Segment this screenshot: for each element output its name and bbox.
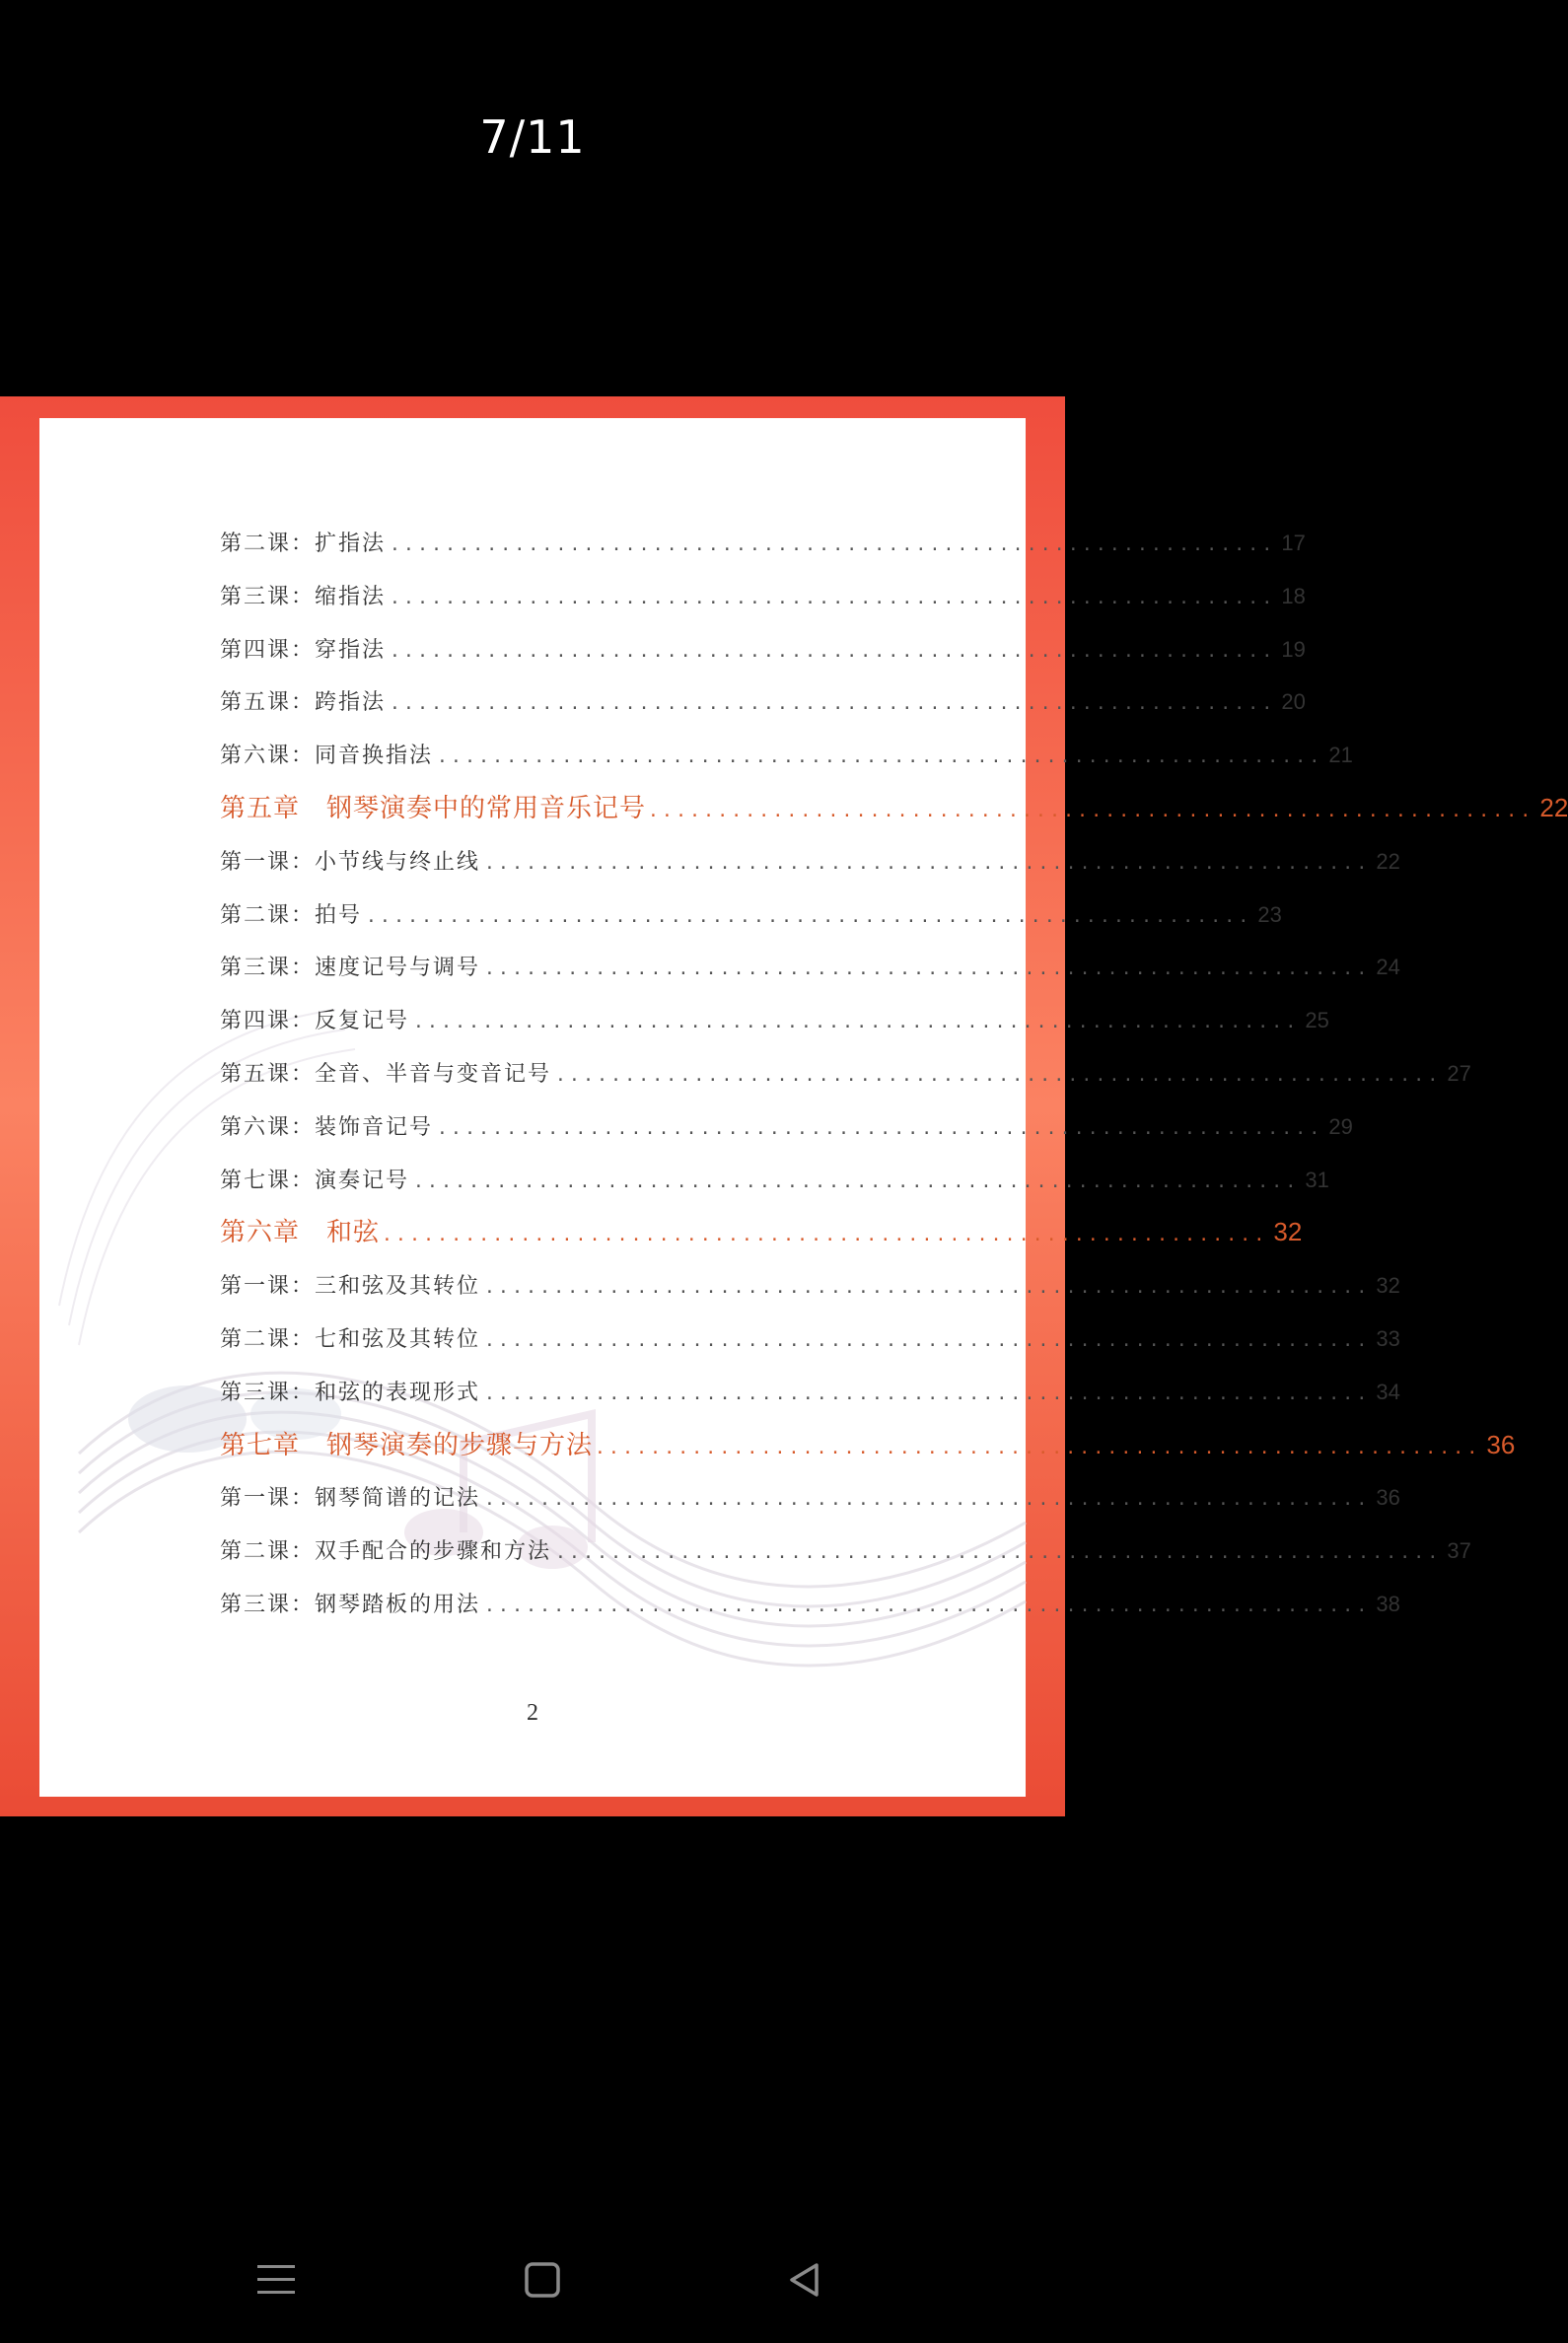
toc-page: 23 <box>1257 901 1282 927</box>
toc-chapter-title: 第五章 钢琴演奏中的常用音乐记号 <box>220 793 647 823</box>
triangle-back-icon <box>784 2260 823 2300</box>
toc-title: 第四课：穿指法 <box>220 637 387 663</box>
toc-title: 第三课：钢琴踏板的用法 <box>220 1592 481 1617</box>
toc-page: 29 <box>1328 1113 1353 1139</box>
toc-title: 第四课：反复记号 <box>220 1009 410 1034</box>
toc-title: 第三课：缩指法 <box>220 584 387 609</box>
toc-title: 第七课：演奏记号 <box>220 1168 410 1193</box>
toc-title: 第三课：速度记号与调号 <box>220 956 481 981</box>
toc-lesson-row[interactable] <box>220 1578 1400 1631</box>
toc-leader: ................................................................ <box>484 1595 1371 1616</box>
toc-lesson-row[interactable] <box>220 729 1353 782</box>
toc-chapter-title: 第六章 和弦 <box>220 1218 381 1248</box>
toc-title: 第六课：装饰音记号 <box>220 1114 434 1140</box>
toc-leader: ................................................................ <box>555 1064 1442 1086</box>
toc-page: 37 <box>1447 1538 1471 1564</box>
toc-leader: ................................................................ <box>648 800 1534 821</box>
toc-page: 33 <box>1376 1325 1400 1351</box>
toc-leader: ................................................................ <box>484 958 1371 980</box>
toc-lesson-row[interactable] <box>220 517 1306 570</box>
toc-title: 第二课：扩指法 <box>220 532 387 556</box>
toc-lesson-row[interactable] <box>220 1313 1400 1366</box>
toc-chapter-row[interactable] <box>220 1206 1303 1259</box>
toc-title: 第二课：七和弦及其转位 <box>220 1326 481 1352</box>
toc-lesson-row[interactable] <box>220 1100 1353 1154</box>
toc-leader: ................................................................ <box>555 1542 1442 1564</box>
toc-leader: ................................................................ <box>413 1012 1300 1033</box>
toc-page: 31 <box>1305 1167 1329 1192</box>
document-viewer[interactable] <box>0 396 1568 1816</box>
toc-page: 32 <box>1376 1273 1400 1299</box>
toc-chapter-page: 36 <box>1486 1429 1516 1459</box>
toc-leader: ................................................................ <box>484 852 1371 874</box>
system-navigation-bar <box>0 2219 1065 2343</box>
toc-leader: ................................................................ <box>437 746 1323 768</box>
toc-leader: ................................................................ <box>390 534 1276 555</box>
toc-title: 第六课：同音换指法 <box>220 744 434 769</box>
back-button[interactable] <box>764 2240 843 2319</box>
toc-lesson-row[interactable] <box>220 1471 1400 1525</box>
toc-page: 21 <box>1328 743 1353 768</box>
toc-leader: ................................................................ <box>413 1171 1300 1192</box>
toc-leader: ................................................................ <box>390 640 1276 662</box>
toc-chapter-row[interactable] <box>220 782 1568 835</box>
toc-leader: ................................................................ <box>366 905 1252 927</box>
home-button[interactable] <box>503 2240 582 2319</box>
toc-lesson-row[interactable] <box>220 835 1400 888</box>
toc-title: 第一课：钢琴简谱的记法 <box>220 1486 481 1512</box>
toc-leader: ................................................................ <box>390 587 1276 608</box>
page-counter: 7/11 <box>479 110 586 164</box>
toc-title: 第一课：三和弦及其转位 <box>220 1274 481 1300</box>
toc-lesson-row[interactable] <box>220 1366 1400 1419</box>
menu-lines-icon <box>255 2260 297 2300</box>
toc-page: 24 <box>1376 955 1400 980</box>
toc-title: 第二课：双手配合的步骤和方法 <box>220 1539 552 1565</box>
toc-lesson-row[interactable] <box>220 941 1400 994</box>
toc-chapter-row[interactable] <box>220 1419 1516 1472</box>
toc-page: 25 <box>1305 1008 1329 1033</box>
toc-lesson-row[interactable] <box>220 570 1306 623</box>
toc-leader: ................................................................ <box>382 1225 1268 1246</box>
toc-page: 18 <box>1281 583 1306 608</box>
toc-lesson-row[interactable] <box>220 994 1329 1047</box>
recent-apps-button[interactable] <box>237 2240 316 2319</box>
toc-chapter-page: 32 <box>1273 1217 1303 1247</box>
toc-lesson-row[interactable] <box>220 675 1306 729</box>
toc-lesson-row[interactable] <box>220 1525 1471 1578</box>
toc-page: 34 <box>1376 1379 1400 1404</box>
toc-leader: ................................................................ <box>484 1277 1371 1299</box>
toc-title: 第一课：小节线与终止线 <box>220 849 481 875</box>
toc-lesson-row[interactable] <box>220 888 1282 942</box>
toc-lesson-row[interactable] <box>220 1259 1400 1313</box>
square-home-icon <box>523 2260 562 2300</box>
document-page-number: 2 <box>527 1700 538 1726</box>
toc-lesson-row[interactable] <box>220 623 1306 676</box>
toc-page: 20 <box>1281 689 1306 715</box>
toc-title: 第二课：拍号 <box>220 902 363 928</box>
toc-lesson-row[interactable] <box>220 1154 1329 1207</box>
toc-title: 第五课：全音、半音与变音记号 <box>220 1061 552 1087</box>
toc-leader: ................................................................ <box>484 1329 1371 1351</box>
toc-page: 38 <box>1376 1591 1400 1616</box>
table-of-contents <box>220 517 1568 1631</box>
toc-leader: ................................................................ <box>390 693 1276 715</box>
toc-page: 36 <box>1376 1485 1400 1511</box>
toc-chapter-page: 22 <box>1539 792 1568 822</box>
toc-leader: ................................................................ <box>484 1489 1371 1511</box>
toc-lesson-row[interactable] <box>220 1047 1471 1100</box>
toc-page: 22 <box>1376 848 1400 874</box>
toc-page: 19 <box>1281 636 1306 662</box>
toc-title: 第三课：和弦的表现形式 <box>220 1380 481 1405</box>
document-page <box>39 418 1568 1797</box>
toc-leader: ................................................................ <box>595 1437 1481 1458</box>
toc-leader: ................................................................ <box>437 1117 1323 1139</box>
toc-title: 第五课：跨指法 <box>220 690 387 716</box>
toc-page: 27 <box>1447 1060 1471 1086</box>
toc-page: 17 <box>1281 531 1306 555</box>
toc-leader: ................................................................ <box>484 1383 1371 1404</box>
toc-chapter-title: 第七章 钢琴演奏的步骤与方法 <box>220 1430 594 1460</box>
